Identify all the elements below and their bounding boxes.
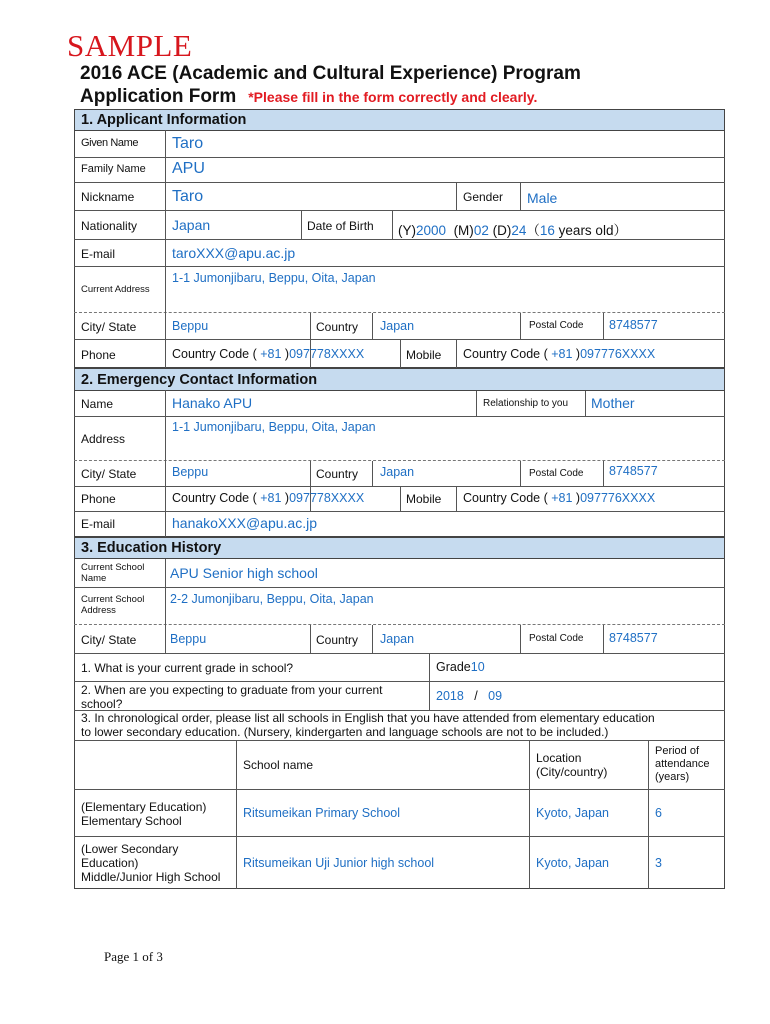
current-school-label: Current School Name	[81, 562, 145, 584]
dob-label: Date of Birth	[307, 219, 374, 233]
ec-name-label: Name	[81, 397, 114, 411]
ec-postal-field[interactable]: 8748577	[609, 464, 658, 478]
edu-country-field[interactable]: Japan	[380, 632, 415, 646]
section-education-heading: 3. Education History	[74, 537, 725, 559]
nickname-field[interactable]: Taro	[172, 188, 204, 205]
row-secondary-location[interactable]: Kyoto, Japan	[536, 856, 609, 870]
email-label: E-mail	[81, 247, 116, 261]
row-secondary-school[interactable]: Ritsumeikan Uji Junior high school	[243, 856, 435, 870]
form-subtitle	[80, 86, 537, 108]
ec-country-field[interactable]: Japan	[380, 465, 415, 479]
subtitle-text: Application Form	[80, 86, 237, 107]
edu-country-label: Country	[316, 633, 359, 647]
ec-email-label: E-mail	[81, 517, 116, 531]
ec-mobile-label: Mobile	[406, 492, 442, 506]
row-secondary-level: (Lower Secondary Education) Middle/Junior High School	[81, 842, 221, 884]
ec-city-field[interactable]: Beppu	[172, 465, 209, 479]
phone-field[interactable]: Country Code ( +81 )097778XXXX	[172, 347, 365, 361]
row-secondary-years[interactable]: 3	[655, 856, 662, 870]
edu-postal-field[interactable]: 8748577	[609, 631, 658, 645]
nationality-label: Nationality	[81, 219, 138, 233]
ec-postal-label: Postal Code	[529, 468, 584, 479]
question-grade: 1. What is your current grade in school?	[81, 661, 294, 675]
section-applicant-heading: 1. Applicant Information	[74, 109, 725, 131]
postal-label: Postal Code	[529, 320, 584, 331]
country-field[interactable]: Japan	[380, 319, 415, 333]
family-name-label: Family Name	[81, 163, 146, 175]
ec-relation-label: Relationship to you	[483, 398, 569, 409]
ec-address-field[interactable]: 1-1 Jumonjibaru, Beppu, Oita, Japan	[172, 420, 376, 434]
country-label: Country	[316, 320, 359, 334]
given-name-field[interactable]: Taro	[172, 135, 204, 152]
postal-field[interactable]: 8748577	[609, 318, 658, 332]
ec-mobile-field[interactable]: Country Code ( +81 )097776XXXX	[463, 491, 656, 505]
ec-email-field[interactable]: hanakoXXX@apu.ac.jp	[172, 515, 317, 531]
phone-label: Phone	[81, 348, 116, 362]
dob-field[interactable]: (Y)2000 (M)02 (D)24（16 years old）	[398, 223, 627, 238]
row-elementary-school[interactable]: Ritsumeikan Primary School	[243, 806, 400, 820]
family-name-field[interactable]: APU	[172, 160, 205, 177]
school-address-label: Current School Address	[81, 594, 145, 616]
ec-relation-field[interactable]: Mother	[591, 395, 635, 411]
ec-phone-field[interactable]: Country Code ( +81 )097778XXXX	[172, 491, 365, 505]
ec-phone-label: Phone	[81, 492, 116, 506]
ec-city-label: City/ State	[81, 467, 137, 481]
city-field[interactable]: Beppu	[172, 319, 209, 333]
school-address-field[interactable]: 2-2 Jumonjibaru, Beppu, Oita, Japan	[170, 592, 374, 606]
ec-address-label: Address	[81, 432, 126, 446]
ec-name-field[interactable]: Hanako APU	[172, 395, 253, 411]
city-label: City/ State	[81, 320, 137, 334]
col-period: Period of attendance (years)	[655, 745, 710, 783]
gender-field[interactable]: Male	[527, 190, 558, 206]
email-field[interactable]: taroXXX@apu.ac.jp	[172, 245, 296, 261]
col-location: Location (City/country)	[536, 751, 608, 779]
given-name-label: Given Name	[81, 137, 139, 149]
row-elementary-years[interactable]: 6	[655, 806, 662, 820]
fill-instruction: *Please fill in the form correctly and clearly.	[248, 89, 538, 105]
row-elementary-location[interactable]: Kyoto, Japan	[536, 806, 609, 820]
mobile-field[interactable]: Country Code ( +81 )097776XXXX	[463, 347, 656, 361]
edu-postal-label: Postal Code	[529, 633, 584, 644]
page-number: Page 1 of 3	[104, 949, 163, 964]
gender-label: Gender	[463, 190, 504, 204]
section-emergency-heading: 2. Emergency Contact Information	[74, 368, 725, 391]
address-label: Current Address	[81, 284, 150, 295]
ec-country-label: Country	[316, 467, 359, 481]
nickname-label: Nickname	[81, 190, 135, 204]
question-graduation: 2. When are you expecting to graduate from your current school?	[81, 683, 383, 711]
grade-field[interactable]: Grade10	[436, 660, 485, 674]
nationality-field[interactable]: Japan	[172, 217, 211, 233]
question-school-history: 3. In chronological order, please list all schools in English that you have attended from elementary education to lower secondary education. (Nursery, kindergarten and language schools are not to be included.)	[81, 711, 655, 739]
edu-city-field[interactable]: Beppu	[170, 632, 207, 646]
row-elementary-level: (Elementary Education) Elementary School	[81, 800, 207, 828]
edu-city-label: City/ State	[81, 633, 137, 647]
current-school-field[interactable]: APU Senior high school	[170, 565, 318, 581]
address-field[interactable]: 1-1 Jumonjibaru, Beppu, Oita, Japan	[172, 271, 376, 285]
mobile-label: Mobile	[406, 348, 442, 362]
form-title: 2016 ACE (Academic and Cultural Experience) Program	[80, 63, 581, 84]
sample-stamp: SAMPLE	[67, 28, 193, 63]
graduation-date-field[interactable]: 2018 / 09	[436, 689, 503, 703]
col-school-name: School name	[243, 758, 314, 772]
